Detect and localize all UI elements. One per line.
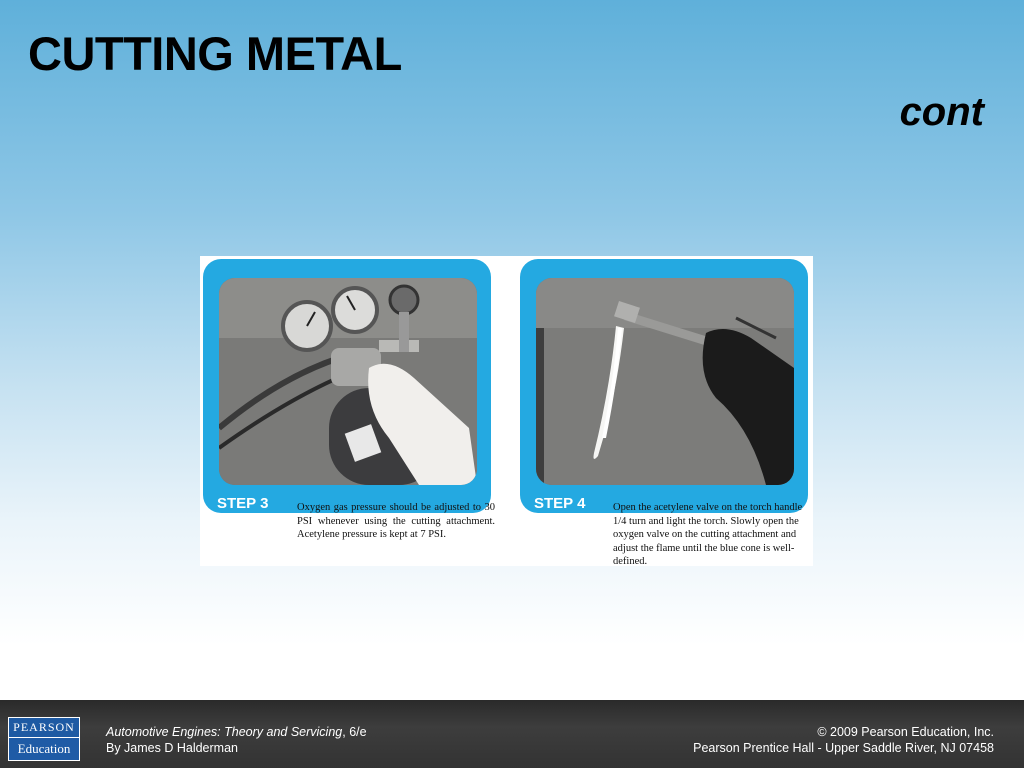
step-3-label: STEP 3 (217, 495, 269, 512)
slide-subtitle: cont (899, 90, 984, 134)
slide-title: CUTTING METAL (28, 27, 402, 80)
book-author: By James D Halderman (106, 741, 238, 755)
steps-figure (200, 256, 813, 566)
copyright: © 2009 Pearson Education, Inc. (817, 725, 994, 739)
gauge-regulator-image (219, 278, 477, 485)
step-4-label: STEP 4 (534, 495, 586, 512)
publisher-info (693, 724, 994, 756)
step-4-text: Open the acetylene valve on the torch handle 1/4 turn and light the torch. Slowly open the oxygen valve on the cutting attachment and adjust the flame until the blue cone is well-defined. (613, 502, 803, 567)
book-title: Automotive Engines: Theory and Servicing (106, 725, 343, 739)
logo-bottom-text: Education (17, 741, 71, 756)
torch-flame-image (536, 278, 794, 485)
step-3-panel (203, 259, 491, 513)
slide-footer (0, 700, 1024, 768)
pearson-logo (8, 717, 80, 761)
step-4-panel (520, 259, 808, 513)
book-edition: , 6/e (342, 725, 367, 739)
step-3-photo (219, 278, 477, 485)
book-info (106, 724, 367, 756)
publisher: Pearson Prentice Hall - Upper Saddle River, NJ 07458 (693, 741, 994, 755)
logo-top-text: PEARSON (9, 718, 79, 738)
step-3-text: Oxygen gas pressure should be adjusted to 30 PSI whenever using the cutting attachment. Acetylene pressure is kept at 7 PSI. (297, 502, 495, 540)
step-4-photo (536, 278, 794, 485)
